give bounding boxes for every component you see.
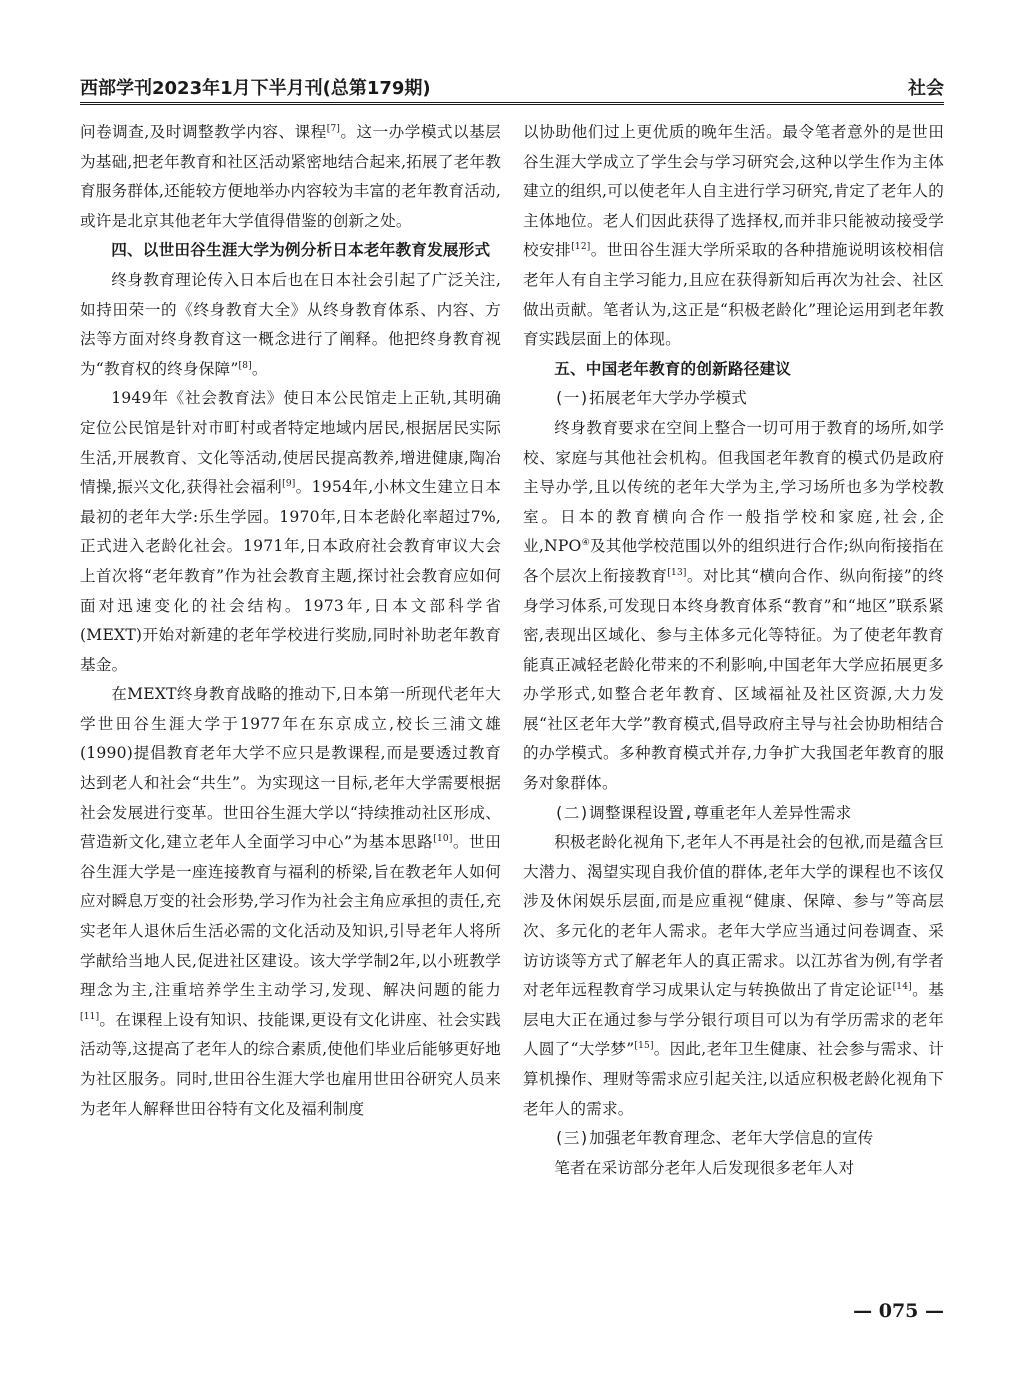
- paragraph: 以协助他们过上更优质的晚年生活。最令笔者意外的是世田谷生涯大学成立了学生会与学习研究会,这种以学生作为主体建立的组织,可以使老年人自主进行学习研究,肯定了老年人的主体地位。老人们因此获得了选择权,而并非只能被动接受学校安排[12]。世田谷生涯大学所采取的各种措施说明该校相信老年人有自主学习能力,且应在获得新知后再次为社会、社区做出贡献。笔者认为,这正是“积极老龄化”理论运用到老年教育实践层面上的体现。: [523, 123, 944, 349]
- right-column: [523, 118, 944, 1183]
- left-column: [80, 118, 501, 1124]
- section-heading-4: 四、以世田谷生涯大学为例分析日本老年教育发展形式: [111, 241, 491, 260]
- header-rule: [80, 102, 944, 108]
- journal-issue-title: 西部学刊2023年1月下半月刊(总第179期): [80, 78, 431, 99]
- paragraph: 终身教育要求在空间上整合一切可用于教育的场所,如学校、家庭与其他社会机构。但我国老年教育的模式仍是政府主导办学,且以传统的老年大学为主,学习场所也多为学校教室。日本的教育横向合作一般指学校和家庭,社会,企业,NPO④及其他学校范围以外的组织进行合作;纵向衔接指在各个层次上衔接教育[13]。对比其“横向合作、纵向衔接”的终身学习体系,可发现日本终身教育体系“教育”和“地区”联系紧密,表现出区域化、参与主体多元化等特征。为了使老年教育能真正减轻老龄化带来的不利影响,中国老年大学应拓展更多办学形式,如整合老年教育、区域福祉及社区资源,大力发展“社区老年大学”教育模式,倡导政府主导与社会协助相结合的办学模式。多种教育模式并存,力争扩大我国老年教育的服务对象群体。: [523, 418, 944, 793]
- citation: [9]: [282, 478, 296, 489]
- section-label: 社会: [908, 78, 944, 99]
- subsection-heading-2: (二)调整课程设置,尊重老年人差异性需求: [554, 803, 852, 822]
- footnote-marker: ④: [581, 538, 590, 549]
- paragraph: 在MEXT终身教育战略的推动下,日本第一所现代老年大学世田谷生涯大学于1977年在东京成立,校长三浦文雄(1990)提倡教育老年大学不应只是教课程,而是要透过教育达到老人和社会“共生”。为实现这一目标,老年大学需要根据社会发展进行变革。世田谷生涯大学以“持续推动社区形成、营造新文化,建立老年人全面学习中心”为基本思路[10]。世田谷生涯大学是一座连接教育与福利的桥梁,旨在教老年人如何应对瞬息万变的社会形势,学习作为社会主角应承担的责任,充实老年人退休后生活必需的文化活动及知识,引导老年人将所学献给当地人民,促进社区建设。该大学学制2年,以小班教学理念为主,注重培养学生主动学习,发现、解决问题的能力[11]。在课程上设有知识、技能课,更设有文化讲座、社会实践活动等,这提高了老年人的综合素质,使他们毕业后能够更好地为社区服务。同时,世田谷生涯大学也雇用世田谷研究人员来为老年人解释世田谷特有文化及福利制度: [80, 685, 501, 1118]
- citation: [8]: [238, 360, 252, 371]
- paragraph: 积极老龄化视角下,老年人不再是社会的包袱,而是蕴含巨大潜力、渴望实现自我价值的群体,老年大学的课程也不该仅涉及休闲娱乐层面,而是应重视“健康、保障、参与”等高层次、多元化的老年人需求。老年大学应当通过问卷调查、采访访谈等方式了解老年人的真正需求。以江苏省为例,有学者对老年远程教育学习成果认定与转换做出了肯定论证[14]。基层电大正在通过参与学分银行项目可以为有学历需求的老年人圆了“大学梦”[15]。因此,老年卫生健康、社会参与需求、计算机操作、理财等需求应引起关注,以适应积极老龄化视角下老年人的需求。: [523, 833, 944, 1118]
- subsection-heading-3: (三)加强老年教育理念、老年大学信息的宣传: [554, 1129, 874, 1148]
- page-number: — 075 —: [853, 1300, 944, 1322]
- subsection-heading-1: (一)拓展老年大学办学模式: [554, 389, 748, 408]
- paragraph: 终身教育理论传入日本后也在日本社会引起了广泛关注,如持田荣一的《终身教育大全》从终身教育体系、内容、方法等方面对终身教育这一概念进行了阐释。他把终身教育视为“教育权的终身保障”[8]。: [80, 270, 501, 378]
- paragraph: 问卷调查,及时调整教学内容、课程[7]。这一办学模式以基层为基础,把老年教育和社区活动紧密地结合起来,拓展了老年教育服务群体,还能较方便地举办内容较为丰富的老年教育活动,或许是北京其他老年大学值得借鉴的创新之处。: [80, 123, 501, 230]
- citation: [12]: [571, 242, 591, 253]
- citation: [11]: [80, 1011, 100, 1022]
- citation: [14]: [892, 982, 912, 993]
- paragraph: 1949年《社会教育法》使日本公民馆走上正轨,其明确定位公民馆是针对市町村或者特定地域内居民,根据居民实际生活,开展教育、文化等活动,使居民提高教养,增进健康,陶冶情操,振兴文化,获得社会福利[9]。1954年,小林文生建立日本最初的老年大学:乐生学园。1970年,日本老龄化率超过7%,正式进入老龄化社会。1971年,日本政府社会教育审议大会上首次将“老年教育”作为社会教育主题,探讨社会教育应如何面对迅速变化的社会结构。1973年,日本文部科学省(MEXT)开始对新建的老年学校进行奖励,同时补助老年教育基金。: [80, 389, 501, 674]
- citation: [10]: [433, 834, 453, 845]
- section-heading-5: 五、中国老年教育的创新路径建议: [554, 359, 792, 378]
- citation: [13]: [667, 567, 687, 578]
- citation: [7]: [326, 123, 341, 134]
- citation: [15]: [634, 1041, 654, 1052]
- paragraph: 笔者在采访部分老年人后发现很多老年人对: [554, 1158, 855, 1177]
- running-header: [80, 72, 944, 106]
